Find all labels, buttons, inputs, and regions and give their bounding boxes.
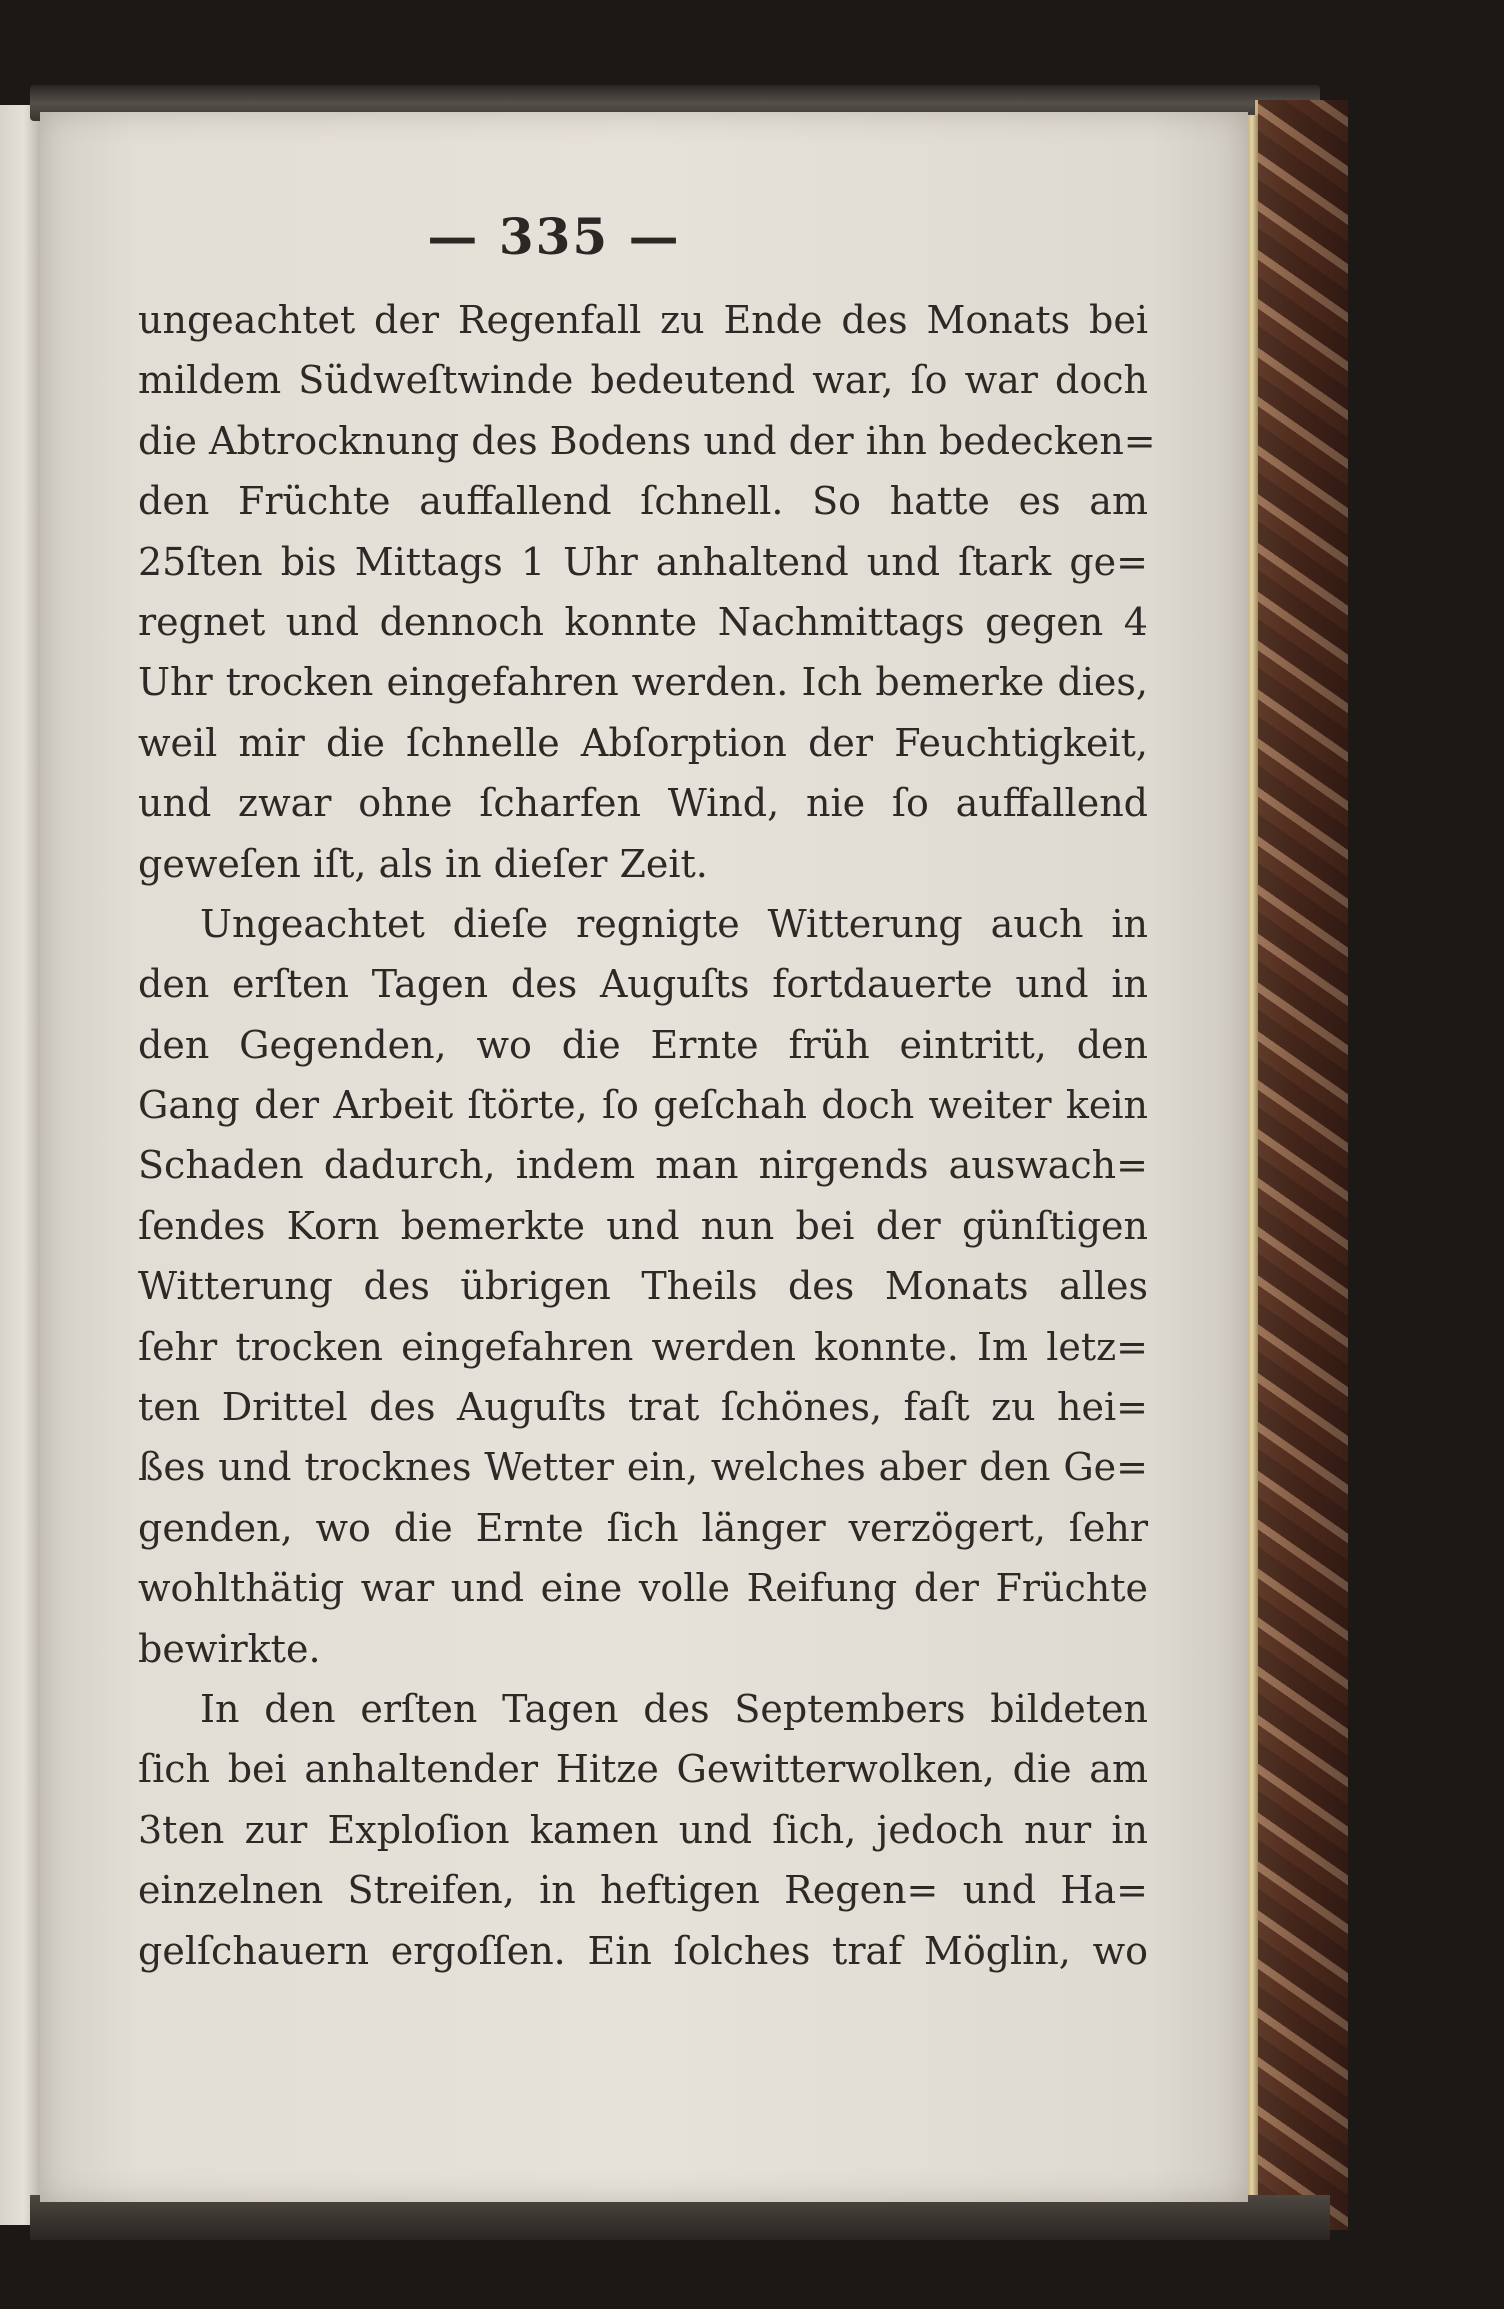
text-line: und zwar ohne ſcharfen Wind, nie ſo auffallend bbox=[138, 781, 1148, 826]
text-line: Witterung des übrigen Theils des Monats alles bbox=[138, 1264, 1148, 1309]
page-number-header: — 335 — bbox=[427, 207, 681, 266]
text-line: 3ten zur Exploſion kamen und ſich, jedoch nur in bbox=[138, 1807, 1148, 1852]
text-line: Gang der Arbeit ſtörte, ſo geſchah doch weiter kein bbox=[138, 1083, 1148, 1128]
text-line: ſendes Korn bemerkte und nun bei der günſtigen bbox=[138, 1203, 1148, 1248]
text-line: Uhr trocken eingefahren werden. Ich bemerke dies, bbox=[138, 660, 1148, 705]
text-line: weil mir die ſchnelle Abſorption der Feuchtigkeit, bbox=[138, 720, 1148, 765]
text-line: genden, wo die Ernte ſich länger verzögert, ſehr bbox=[138, 1505, 1148, 1550]
text-line: einzelnen Streifen, in heftigen Regen= und Ha= bbox=[138, 1868, 1148, 1913]
text-line: bewirkte. bbox=[138, 1626, 321, 1671]
text-line: geweſen iſt, als in dieſer Zeit. bbox=[138, 841, 708, 886]
text-line: den erſten Tagen des Auguſts fortdauerte und in bbox=[138, 962, 1148, 1007]
text-line: ten Drittel des Auguſts trat ſchönes, faſt zu hei= bbox=[138, 1385, 1148, 1430]
text-line: 25ſten bis Mittags 1 Uhr anhaltend und ſtark ge= bbox=[138, 539, 1148, 584]
text-line: den Gegenden, wo die Ernte früh eintritt, den bbox=[138, 1022, 1148, 1067]
text-line: Ungeachtet dieſe regnigte Witterung auch in bbox=[200, 901, 1148, 946]
page-text bbox=[138, 290, 1156, 1981]
text-line: ungeachtet der Regenfall zu Ende des Monats bei bbox=[138, 298, 1148, 342]
text-line: die Abtrocknung des Bodens und der ihn bedecken= bbox=[138, 418, 1156, 463]
facing-page-edge bbox=[0, 105, 42, 2225]
text-line: den Früchte auffallend ſchnell. So hatte es am bbox=[138, 479, 1148, 524]
book-page bbox=[40, 112, 1248, 2202]
text-line: mildem Südweſtwinde bedeutend war, ſo war doch bbox=[138, 358, 1148, 403]
text-line: ßes und trocknes Wetter ein, welches aber den Ge= bbox=[138, 1445, 1148, 1490]
text-line: Schaden dadurch, indem man nirgends auswach= bbox=[138, 1143, 1148, 1188]
text-line: regnet und dennoch konnte Nachmittags gegen 4 bbox=[138, 599, 1148, 644]
text-line: In den erſten Tagen des Septembers bildeten bbox=[200, 1686, 1148, 1731]
text-line: ſehr trocken eingefahren werden konnte. Im letz= bbox=[138, 1324, 1148, 1369]
text-line: wohlthätig war und eine volle Reifung der Früchte bbox=[138, 1566, 1148, 1611]
text-line: gelſchauern ergoſſen. Ein ſolches traf Möglin, wo bbox=[138, 1928, 1148, 1973]
marbled-cover-edge bbox=[1255, 100, 1348, 2230]
text-line: ſich bei anhaltender Hitze Gewitterwolken, die am bbox=[138, 1747, 1148, 1792]
